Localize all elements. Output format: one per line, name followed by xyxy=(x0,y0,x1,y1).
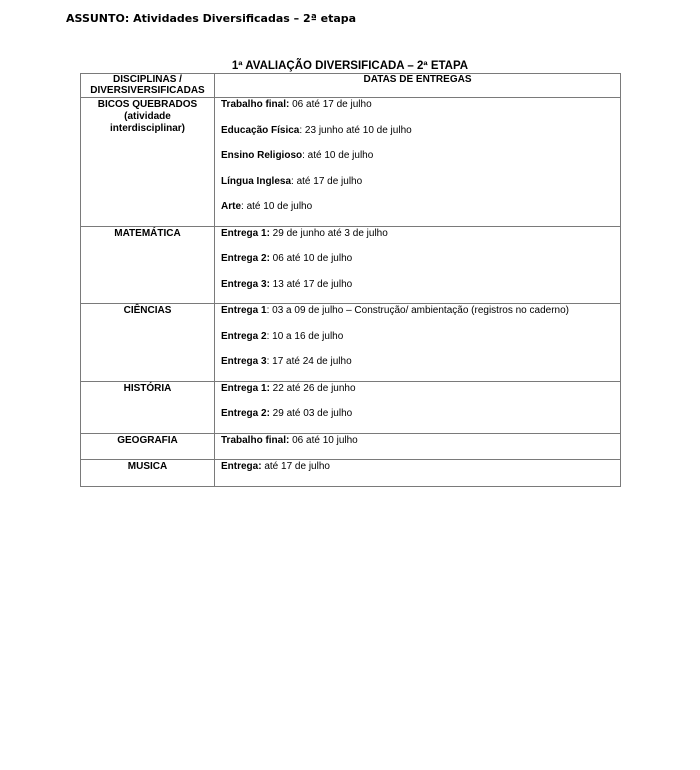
entry-label: Entrega 2 xyxy=(221,330,267,342)
table-row xyxy=(81,226,621,304)
entry-label: Trabalho final: xyxy=(221,434,290,446)
entry-text: 06 até 10 de julho xyxy=(269,253,353,264)
delivery-entry xyxy=(221,227,616,253)
subject-name: GEOGRAFIA xyxy=(117,434,178,446)
table-row xyxy=(81,98,621,227)
subject-name: CIÊNCIAS xyxy=(123,305,172,316)
entry-text: 29 de junho até 3 de julho xyxy=(269,227,388,239)
delivery-entry xyxy=(221,407,616,433)
subject-cell xyxy=(81,98,215,227)
entry-text: : até 10 de julho xyxy=(241,201,313,212)
delivery-entry xyxy=(221,330,616,356)
entry-text: 22 até 26 de junho xyxy=(269,382,356,394)
delivery-entry xyxy=(221,124,616,150)
entry-text: 13 até 17 de julho xyxy=(269,278,353,290)
entry-text: : até 10 de julho xyxy=(302,150,374,161)
table-row xyxy=(81,460,621,487)
entry-text: 06 até 17 de julho xyxy=(289,99,372,110)
subject-name: HISTÓRIA xyxy=(123,382,172,394)
dates-cell xyxy=(215,304,621,382)
delivery-entry xyxy=(221,98,616,124)
header-datas: DATAS DE ENTREGAS xyxy=(215,74,621,98)
delivery-entry xyxy=(221,304,616,330)
entry-label: Entrega 2: xyxy=(221,253,270,264)
delivery-entry xyxy=(221,434,616,460)
document-title: 1ª AVALIAÇÃO DIVERSIFICADA – 2ª ETAPA xyxy=(231,60,469,72)
schedule-table xyxy=(80,73,621,487)
delivery-entry xyxy=(221,252,616,278)
header-disciplinas-line: DISCIPLINAS / xyxy=(113,74,182,85)
delivery-entry xyxy=(221,355,616,381)
entry-label: Entrega 1 xyxy=(221,305,267,316)
entry-label: Ensino Religioso xyxy=(221,150,303,161)
dates-cell xyxy=(215,98,621,227)
entry-label: Entrega 3: xyxy=(221,278,270,290)
entry-text: 29 até 03 de julho xyxy=(269,408,353,419)
table-row xyxy=(81,381,621,433)
document-subject: ASSUNTO: Atividades Diversificadas – 2ª etapa xyxy=(66,12,357,25)
entry-label: Entrega 1: xyxy=(221,382,270,394)
entry-text: : até 17 de julho xyxy=(291,175,363,187)
table-row xyxy=(81,304,621,382)
table-header-row xyxy=(81,74,621,98)
subject-cell xyxy=(81,304,215,382)
delivery-entry xyxy=(221,278,616,304)
header-disciplinas xyxy=(81,74,215,98)
dates-cell xyxy=(215,226,621,304)
entry-label: Arte xyxy=(221,201,242,212)
entry-label: Entrega 1: xyxy=(221,227,270,239)
dates-cell xyxy=(215,460,621,487)
delivery-entry xyxy=(221,149,616,175)
subject-note: (atividade xyxy=(124,111,171,122)
entry-label: Trabalho final: xyxy=(221,99,290,110)
delivery-entry xyxy=(221,382,616,408)
entry-label: Entrega: xyxy=(221,461,262,472)
dates-cell xyxy=(215,381,621,433)
subject-note: interdisciplinar) xyxy=(109,123,185,134)
entry-text: : 23 junho até 10 de julho xyxy=(299,124,412,136)
entry-label: Língua Inglesa xyxy=(221,175,292,187)
entry-label: Educação Física xyxy=(221,124,300,136)
delivery-entry xyxy=(221,200,616,226)
subject-name: MATEMÁTICA xyxy=(114,227,181,239)
entry-text: até 17 de julho xyxy=(261,461,330,472)
subject-cell xyxy=(81,460,215,487)
subject-cell xyxy=(81,226,215,304)
subject-name: BICOS QUEBRADOS xyxy=(97,99,198,110)
dates-cell xyxy=(215,433,621,460)
entry-label: Entrega 2: xyxy=(221,408,270,419)
table-row xyxy=(81,433,621,460)
entry-text: : 03 a 09 de julho – Construção/ ambientação (registros no caderno) xyxy=(266,305,569,316)
header-disciplinas-line: DIVERSIVERSIFICADAS xyxy=(90,85,205,96)
entry-label: Entrega 3 xyxy=(221,356,267,367)
entry-text: : 10 a 16 de julho xyxy=(266,330,344,342)
delivery-entry xyxy=(221,175,616,201)
subject-name: MUSICA xyxy=(127,461,168,472)
entry-text: : 17 até 24 de julho xyxy=(266,356,352,367)
delivery-entry xyxy=(221,460,616,486)
subject-cell xyxy=(81,381,215,433)
entry-text: 06 até 10 julho xyxy=(289,434,358,446)
subject-cell xyxy=(81,433,215,460)
